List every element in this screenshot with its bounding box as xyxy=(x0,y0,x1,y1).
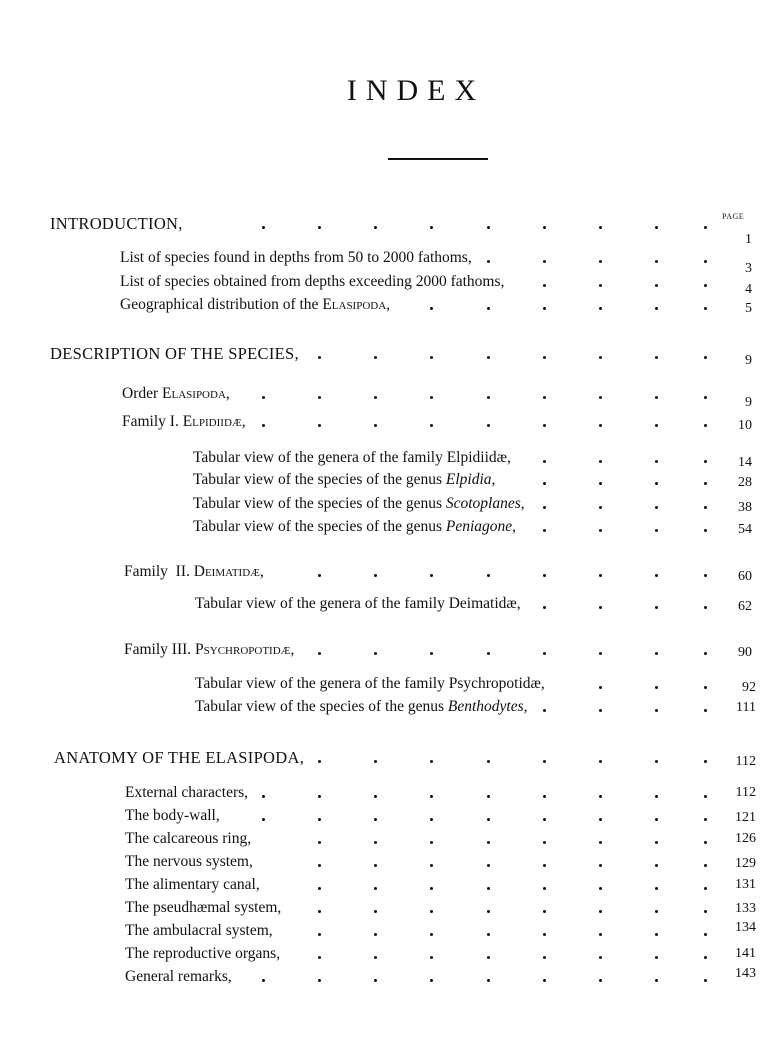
leader-dot xyxy=(655,979,658,982)
leader-dot xyxy=(599,260,602,263)
toc-page-number: 141 xyxy=(735,946,756,961)
toc-label: Family II. Deimatidæ, xyxy=(124,563,264,580)
toc-label: The calcareous ring, xyxy=(125,830,252,847)
leader-dot xyxy=(599,424,602,427)
leader-dot xyxy=(655,529,658,532)
leader-dot xyxy=(655,307,658,310)
toc-page-number: 4 xyxy=(745,282,752,297)
leader-dot xyxy=(599,606,602,609)
leader-dot xyxy=(430,574,433,577)
toc-page-number: 134 xyxy=(735,920,756,935)
leader-dot xyxy=(704,307,707,310)
leader-dot xyxy=(655,460,658,463)
toc-label: The nervous system, xyxy=(125,853,253,870)
leader-dot xyxy=(543,356,546,359)
leader-dot xyxy=(655,956,658,959)
leader-dot xyxy=(704,396,707,399)
leader-dot xyxy=(704,356,707,359)
leader-dot xyxy=(430,956,433,959)
leader-dot xyxy=(704,260,707,263)
toc-label: Tabular view of the genera of the family Elpidiidæ, xyxy=(193,449,511,466)
leader-dot xyxy=(487,864,490,867)
toc-label: Tabular view of the genera of the family Psychropotidæ, xyxy=(195,675,545,692)
toc-page-number: 133 xyxy=(735,901,756,916)
leader-dot xyxy=(543,709,546,712)
leader-dot xyxy=(704,910,707,913)
leader-dot xyxy=(487,424,490,427)
leader-dot xyxy=(599,910,602,913)
leader-dot xyxy=(374,396,377,399)
toc-page-number: 62 xyxy=(738,599,752,614)
leader-dot xyxy=(262,424,265,427)
leader-dot xyxy=(704,979,707,982)
toc-label: Geographical distribution of the Elasipoda, xyxy=(120,296,391,313)
leader-dot xyxy=(543,506,546,509)
toc-page-number: 112 xyxy=(735,785,756,800)
leader-dot xyxy=(374,795,377,798)
leader-dot xyxy=(655,841,658,844)
leader-dot xyxy=(318,652,321,655)
leader-dot xyxy=(262,818,265,821)
leader-dot xyxy=(374,574,377,577)
leader-dot xyxy=(430,760,433,763)
leader-dot xyxy=(655,396,658,399)
leader-dot xyxy=(599,887,602,890)
leader-dot xyxy=(704,574,707,577)
leader-dot xyxy=(487,818,490,821)
toc-page-number: 10 xyxy=(738,418,752,433)
leader-dot xyxy=(704,760,707,763)
leader-dot xyxy=(655,574,658,577)
toc-label: The alimentary canal, xyxy=(125,876,260,893)
toc-label: Tabular view of the species of the genus Scotoplanes, xyxy=(193,495,525,512)
toc-label: The body-wall, xyxy=(125,807,220,824)
leader-dot xyxy=(543,284,546,287)
leader-dot xyxy=(487,652,490,655)
leader-dot xyxy=(430,841,433,844)
leader-dot xyxy=(704,709,707,712)
leader-dot xyxy=(318,887,321,890)
toc-page-number: 121 xyxy=(735,810,756,825)
leader-dot xyxy=(487,795,490,798)
leader-dot xyxy=(704,933,707,936)
leader-dot xyxy=(599,226,602,229)
leader-dot xyxy=(704,284,707,287)
leader-dot xyxy=(430,933,433,936)
leader-dot xyxy=(704,864,707,867)
leader-dot xyxy=(430,818,433,821)
leader-dot xyxy=(487,307,490,310)
toc-label: List of species obtained from depths exceeding 2000 fathoms, xyxy=(120,273,505,290)
leader-dot xyxy=(599,506,602,509)
toc-page-number: 131 xyxy=(735,877,756,892)
toc-label: INTRODUCTION, xyxy=(50,214,183,233)
leader-dot xyxy=(374,818,377,821)
toc-page-number: 5 xyxy=(745,301,752,316)
leader-dot xyxy=(543,864,546,867)
leader-dot xyxy=(655,284,658,287)
toc-label: DESCRIPTION OF THE SPECIES, xyxy=(50,344,299,363)
leader-dot xyxy=(374,356,377,359)
page-title: INDEX xyxy=(346,74,486,107)
leader-dot xyxy=(655,424,658,427)
leader-dot xyxy=(318,226,321,229)
leader-dot xyxy=(655,482,658,485)
leader-dot xyxy=(374,424,377,427)
leader-dot xyxy=(318,933,321,936)
leader-dot xyxy=(543,482,546,485)
leader-dot xyxy=(543,841,546,844)
toc-label: ANATOMY OF THE ELASIPODA, xyxy=(54,748,305,767)
leader-dot xyxy=(318,956,321,959)
leader-dot xyxy=(655,910,658,913)
toc-label: External characters, xyxy=(125,784,249,801)
leader-dot xyxy=(599,574,602,577)
leader-dot xyxy=(704,887,707,890)
leader-dot xyxy=(262,795,265,798)
leader-dot xyxy=(318,910,321,913)
leader-dot xyxy=(599,795,602,798)
leader-dot xyxy=(543,396,546,399)
leader-dot xyxy=(599,864,602,867)
toc-label: Family I. Elpidiidæ, xyxy=(122,413,246,430)
leader-dot xyxy=(374,652,377,655)
leader-dot xyxy=(430,979,433,982)
leader-dot xyxy=(374,760,377,763)
leader-dot xyxy=(599,284,602,287)
leader-dot xyxy=(655,260,658,263)
leader-dot xyxy=(704,606,707,609)
leader-dot xyxy=(543,979,546,982)
toc-page-number: 90 xyxy=(738,645,752,660)
leader-dot xyxy=(318,795,321,798)
leader-dot xyxy=(704,652,707,655)
toc-page-number: 60 xyxy=(738,569,752,584)
leader-dot xyxy=(655,652,658,655)
toc-page-number: 112 xyxy=(735,754,756,769)
leader-dot xyxy=(374,887,377,890)
leader-dot xyxy=(487,933,490,936)
leader-dot xyxy=(487,910,490,913)
leader-dot xyxy=(543,760,546,763)
leader-dot xyxy=(318,424,321,427)
toc-page-number: 143 xyxy=(735,966,756,981)
leader-dot xyxy=(704,686,707,689)
leader-dot xyxy=(374,910,377,913)
leader-dot xyxy=(318,396,321,399)
leader-dot xyxy=(599,396,602,399)
leader-dot xyxy=(430,795,433,798)
leader-dot xyxy=(599,933,602,936)
toc-page-number: 14 xyxy=(738,455,752,470)
toc-page-number: 92 xyxy=(742,680,756,695)
leader-dot xyxy=(374,956,377,959)
leader-dot xyxy=(543,652,546,655)
leader-dot xyxy=(430,887,433,890)
leader-dot xyxy=(599,460,602,463)
leader-dot xyxy=(704,226,707,229)
toc-page-number: 54 xyxy=(738,522,752,537)
toc-label: Tabular view of the genera of the family Deimatidæ, xyxy=(195,595,521,612)
leader-dot xyxy=(543,606,546,609)
toc-page-number: 111 xyxy=(736,700,756,715)
leader-dot xyxy=(430,652,433,655)
leader-dot xyxy=(374,979,377,982)
leader-dot xyxy=(704,795,707,798)
leader-dot xyxy=(487,574,490,577)
leader-dot xyxy=(543,226,546,229)
leader-dot xyxy=(655,709,658,712)
leader-dot xyxy=(599,818,602,821)
leader-dot xyxy=(704,956,707,959)
title-rule xyxy=(388,158,488,160)
leader-dot xyxy=(655,818,658,821)
leader-dot xyxy=(704,841,707,844)
leader-dot xyxy=(599,529,602,532)
toc-label: Family III. Psychropotidæ, xyxy=(124,641,295,658)
toc-page-number: 3 xyxy=(745,261,752,276)
leader-dot xyxy=(543,887,546,890)
leader-dot xyxy=(430,424,433,427)
leader-dot xyxy=(543,260,546,263)
toc-label: The ambulacral system, xyxy=(125,922,273,939)
leader-dot xyxy=(374,933,377,936)
leader-dot xyxy=(543,424,546,427)
leader-dot xyxy=(487,979,490,982)
leader-dot xyxy=(704,460,707,463)
page-column-heading: PAGE xyxy=(722,212,745,221)
leader-dot xyxy=(543,818,546,821)
leader-dot xyxy=(704,424,707,427)
leader-dot xyxy=(599,956,602,959)
leader-dot xyxy=(430,864,433,867)
leader-dot xyxy=(655,887,658,890)
leader-dot xyxy=(655,795,658,798)
toc-label: The pseudhæmal system, xyxy=(125,899,282,916)
leader-dot xyxy=(487,396,490,399)
leader-dot xyxy=(487,887,490,890)
toc-label: Tabular view of the species of the genus Benthodytes, xyxy=(195,698,528,715)
leader-dot xyxy=(599,482,602,485)
leader-dot xyxy=(487,260,490,263)
toc-label: Tabular view of the species of the genus Elpidia, xyxy=(193,471,496,488)
leader-dot xyxy=(655,506,658,509)
leader-dot xyxy=(599,652,602,655)
toc-page-number: 126 xyxy=(735,831,756,846)
leader-dot xyxy=(430,226,433,229)
leader-dot xyxy=(374,841,377,844)
leader-dot xyxy=(599,307,602,310)
leader-dot xyxy=(430,356,433,359)
toc-page-number: 1 xyxy=(745,232,752,247)
leader-dot xyxy=(543,956,546,959)
leader-dot xyxy=(599,979,602,982)
leader-dot xyxy=(543,910,546,913)
leader-dot xyxy=(704,482,707,485)
leader-dot xyxy=(704,818,707,821)
leader-dot xyxy=(262,396,265,399)
leader-dot xyxy=(655,606,658,609)
toc-label: List of species found in depths from 50 to 2000 fathoms, xyxy=(120,249,472,266)
leader-dot xyxy=(599,356,602,359)
leader-dot xyxy=(318,841,321,844)
toc-page-number: 28 xyxy=(738,475,752,490)
leader-dot xyxy=(543,933,546,936)
leader-dot xyxy=(655,760,658,763)
toc-label: Tabular view of the species of the genus Peniagone, xyxy=(193,518,517,535)
leader-dot xyxy=(318,574,321,577)
leader-dot xyxy=(543,529,546,532)
leader-dot xyxy=(704,529,707,532)
leader-dot xyxy=(374,864,377,867)
leader-dot xyxy=(318,864,321,867)
leader-dot xyxy=(487,841,490,844)
leader-dot xyxy=(262,979,265,982)
leader-dot xyxy=(599,709,602,712)
leader-dot xyxy=(430,396,433,399)
leader-dot xyxy=(655,933,658,936)
leader-dot xyxy=(543,307,546,310)
leader-dot xyxy=(704,506,707,509)
leader-dot xyxy=(374,226,377,229)
toc-page-number: 38 xyxy=(738,500,752,515)
toc-page-number: 129 xyxy=(735,856,756,871)
leader-dot xyxy=(599,760,602,763)
leader-dot xyxy=(487,226,490,229)
leader-dot xyxy=(543,574,546,577)
leader-dot xyxy=(430,307,433,310)
toc-page-number: 9 xyxy=(745,353,752,368)
leader-dot xyxy=(318,818,321,821)
leader-dot xyxy=(262,226,265,229)
toc-label: The reproductive organs, xyxy=(125,945,281,962)
leader-dot xyxy=(318,356,321,359)
leader-dot xyxy=(543,460,546,463)
leader-dot xyxy=(543,795,546,798)
toc-page-number: 9 xyxy=(745,395,752,410)
leader-dot xyxy=(655,226,658,229)
leader-dot xyxy=(599,686,602,689)
leader-dot xyxy=(655,686,658,689)
leader-dot xyxy=(599,841,602,844)
leader-dot xyxy=(487,356,490,359)
leader-dot xyxy=(430,910,433,913)
leader-dot xyxy=(487,760,490,763)
leader-dot xyxy=(655,864,658,867)
leader-dot xyxy=(487,956,490,959)
leader-dot xyxy=(318,760,321,763)
leader-dot xyxy=(318,979,321,982)
toc-label: General remarks, xyxy=(125,968,232,985)
leader-dot xyxy=(655,356,658,359)
toc-label: Order Elasipoda, xyxy=(122,385,230,402)
